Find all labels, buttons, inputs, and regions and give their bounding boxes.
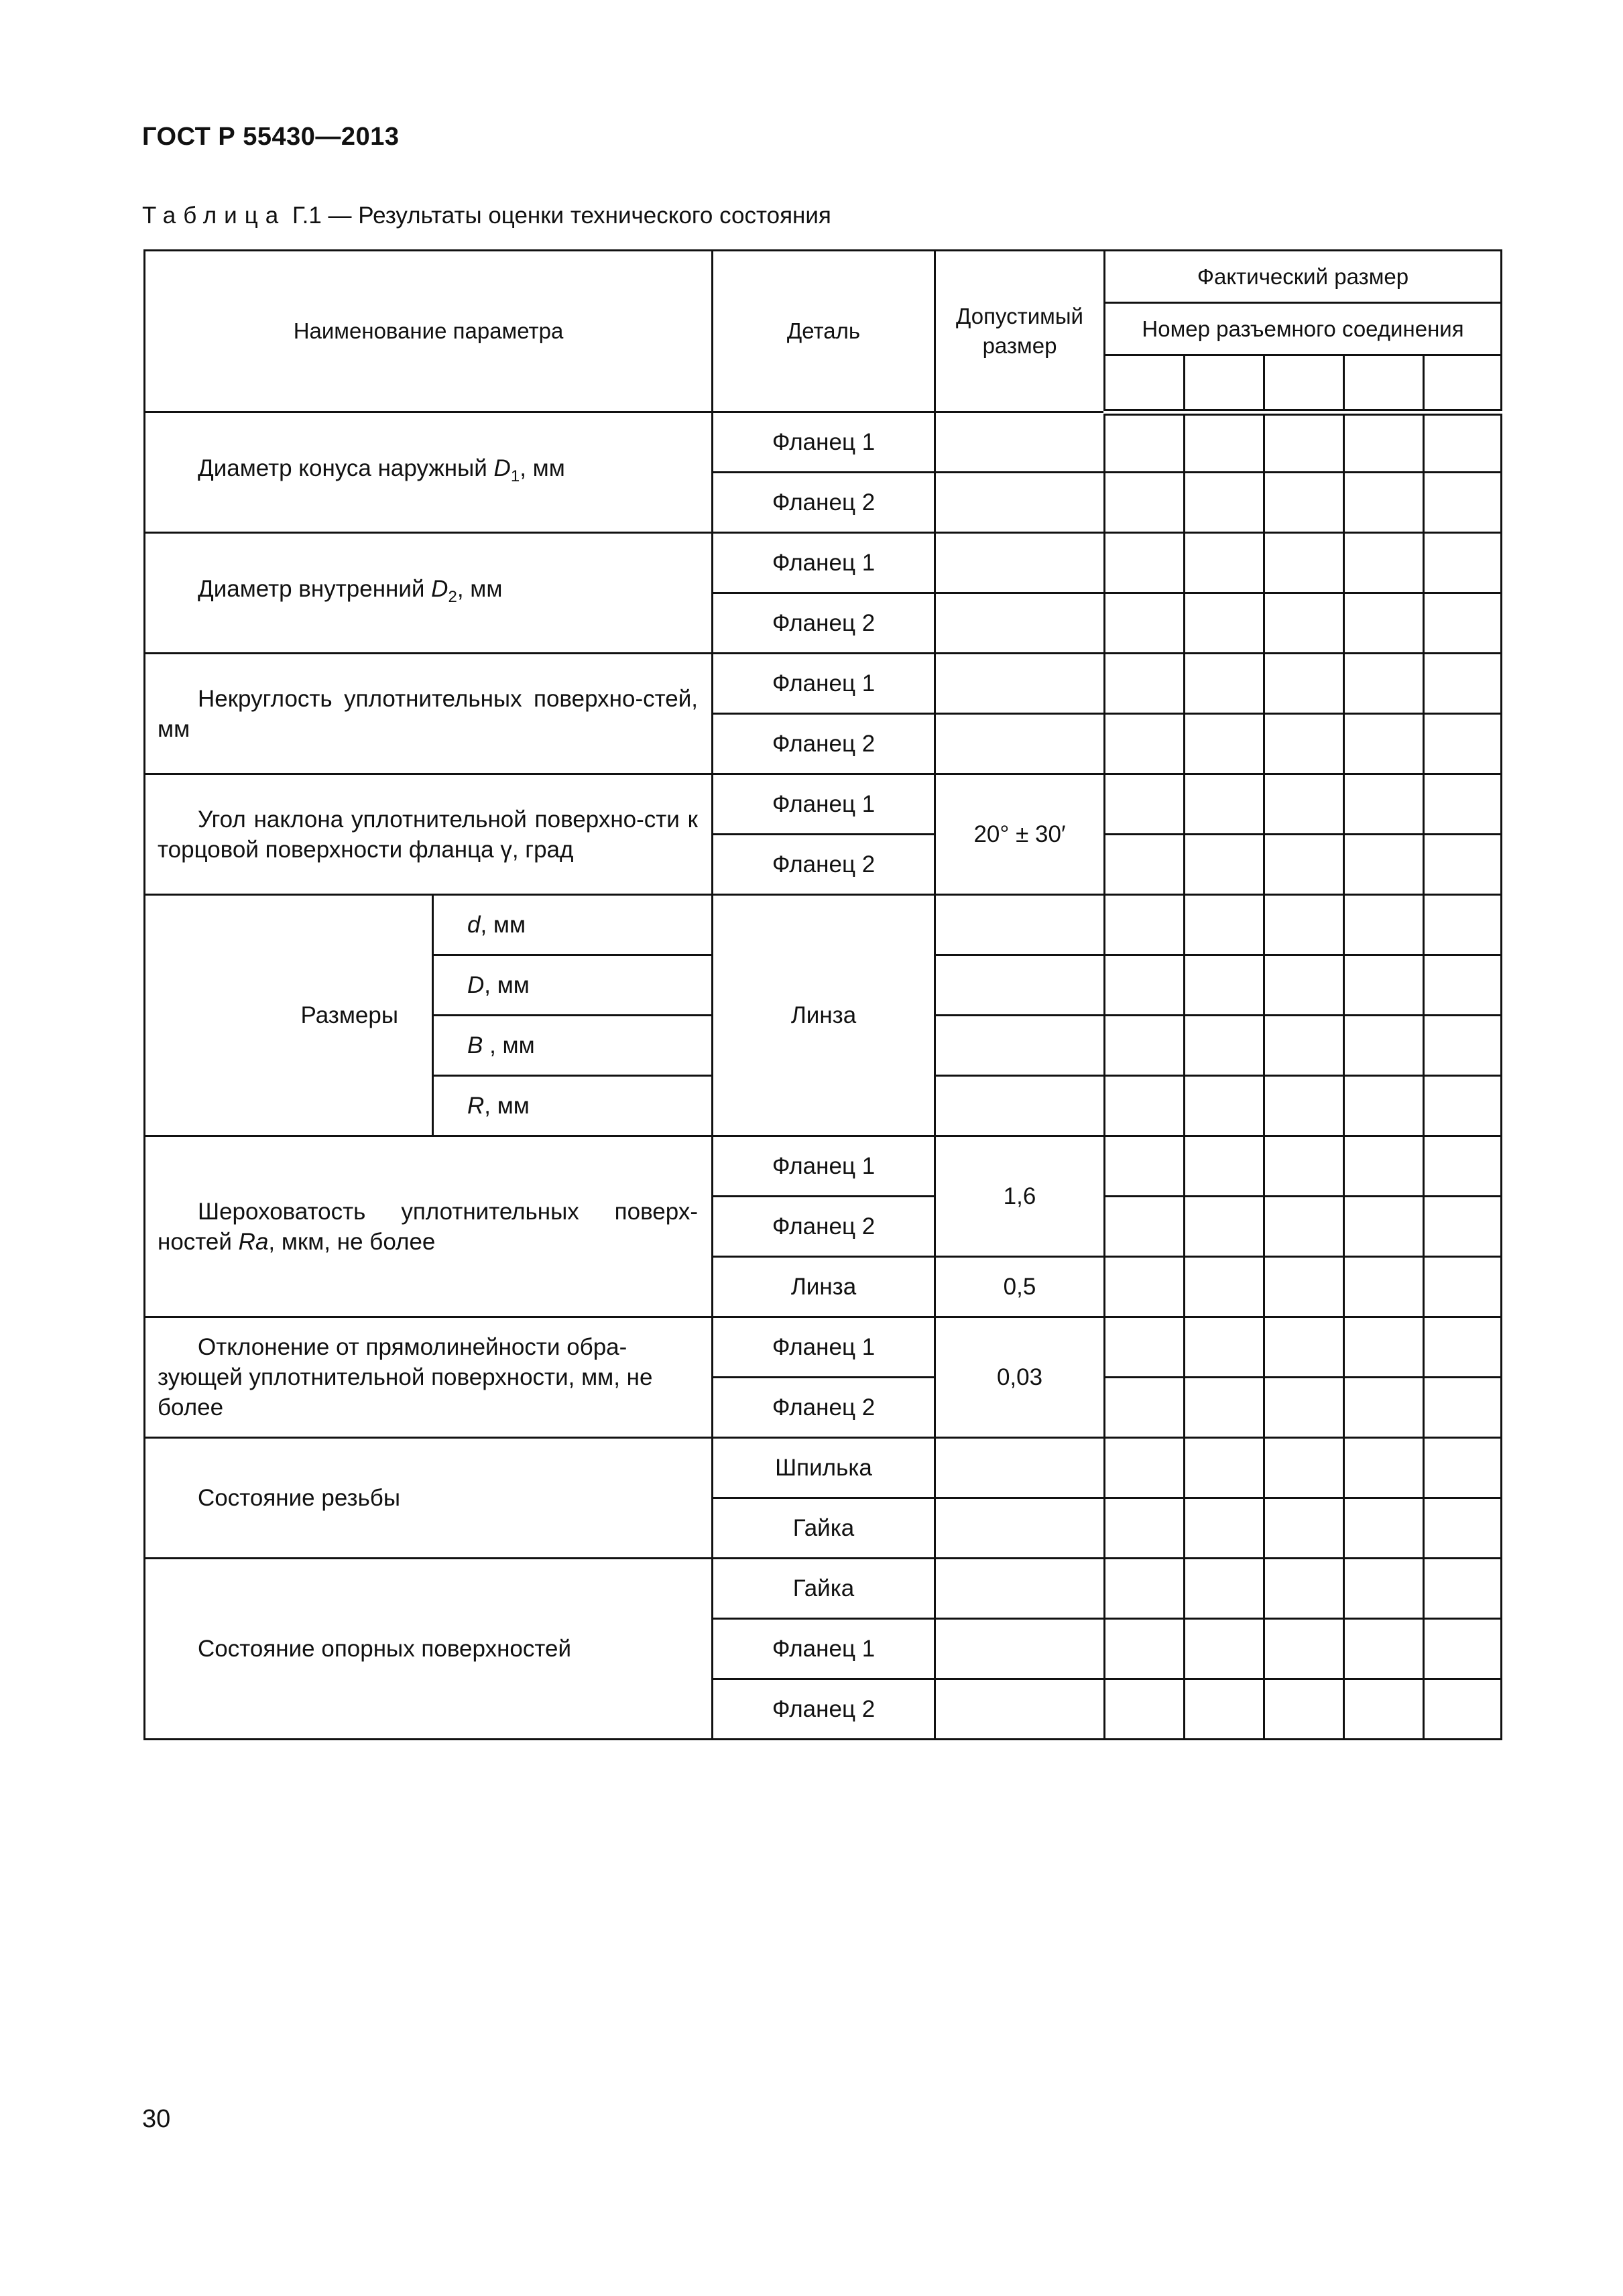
connection-cell xyxy=(1264,355,1344,412)
results-table xyxy=(143,249,1502,1740)
allowed-cell xyxy=(935,714,1105,774)
allowed-cell xyxy=(935,955,1105,1016)
table-caption-word: Таблица xyxy=(142,202,286,229)
allowed-cell xyxy=(935,593,1105,654)
table-caption xyxy=(142,202,831,229)
table-row xyxy=(145,895,1502,955)
detail-cell: Фланец 2 xyxy=(713,473,935,533)
detail-cell: Линза xyxy=(713,1257,935,1317)
detail-cell: Гайка xyxy=(713,1498,935,1559)
detail-cell: Фланец 2 xyxy=(713,1378,935,1438)
param-straightness: Отклонение от прямолинейности обра-зующей уплотнительной поверхности, мм, не более xyxy=(145,1317,713,1438)
param-roundness: Некруглость уплотнительных поверхно-стей, мм xyxy=(145,654,713,774)
table-row xyxy=(145,533,1502,593)
page-number: 30 xyxy=(142,2105,171,2133)
connection-cell xyxy=(1105,355,1185,412)
size-item: R, мм xyxy=(433,1076,713,1136)
allowed-cell xyxy=(935,1619,1105,1679)
detail-cell: Шпилька xyxy=(713,1438,935,1498)
param-sizes: Размеры xyxy=(145,895,433,1136)
allowed-cell xyxy=(935,533,1105,593)
detail-cell: Фланец 1 xyxy=(713,412,935,473)
table-row xyxy=(145,1136,1502,1197)
connection-cell xyxy=(1185,355,1264,412)
detail-cell: Фланец 1 xyxy=(713,1619,935,1679)
size-item: D, мм xyxy=(433,955,713,1016)
connection-cell xyxy=(1424,355,1502,412)
allowed-cell xyxy=(935,1498,1105,1559)
col-header-param: Наименование параметра xyxy=(145,251,713,412)
allowed-cell: 1,6 xyxy=(935,1136,1105,1257)
size-item: B , мм xyxy=(433,1016,713,1076)
detail-cell: Фланец 1 xyxy=(713,654,935,714)
detail-cell: Фланец 2 xyxy=(713,593,935,654)
table-caption-text: Г.1 — Результаты оценки технического состояния xyxy=(286,202,831,229)
param-inner-diameter: Диаметр внутренний $D_2$, мм xyxy=(145,533,713,654)
col-header-allowed: Допустимый размер xyxy=(935,251,1105,412)
param-angle: Угол наклона уплотнительной поверхно-сти к торцовой поверхности фланца γ, град xyxy=(145,774,713,895)
table-row xyxy=(145,654,1502,714)
table-row xyxy=(145,412,1502,473)
detail-cell: Фланец 1 xyxy=(713,533,935,593)
table-row xyxy=(145,1559,1502,1619)
table-row xyxy=(145,774,1502,835)
allowed-cell: 0,03 xyxy=(935,1317,1105,1438)
document-header: ГОСТ Р 55430—2013 xyxy=(142,123,400,151)
detail-cell: Гайка xyxy=(713,1559,935,1619)
table-row xyxy=(145,1317,1502,1378)
param-thread: Состояние резьбы xyxy=(145,1438,713,1559)
connection-cell xyxy=(1344,355,1424,412)
allowed-cell xyxy=(935,654,1105,714)
allowed-cell xyxy=(935,1438,1105,1498)
detail-cell: Фланец 2 xyxy=(713,1679,935,1740)
col-header-connection: Номер разъемного соединения xyxy=(1105,303,1502,355)
allowed-cell xyxy=(935,412,1105,473)
detail-cell: Фланец 1 xyxy=(713,1317,935,1378)
detail-cell: Фланец 1 xyxy=(713,774,935,835)
allowed-cell: 0,5 xyxy=(935,1257,1105,1317)
detail-cell: Фланец 1 xyxy=(713,1136,935,1197)
allowed-cell: 20° ± 30′ xyxy=(935,774,1105,895)
size-item: d, мм xyxy=(433,895,713,955)
col-header-actual: Фактический размер xyxy=(1105,251,1502,303)
table-row xyxy=(145,1438,1502,1498)
allowed-cell xyxy=(935,1559,1105,1619)
param-roughness: Шероховатость уплотнительных поверх-ностей Ra, мкм, не более xyxy=(145,1136,713,1317)
allowed-cell xyxy=(935,473,1105,533)
detail-cell: Фланец 2 xyxy=(713,1197,935,1257)
col-header-detail: Деталь xyxy=(713,251,935,412)
allowed-cell xyxy=(935,1076,1105,1136)
allowed-cell xyxy=(935,1016,1105,1076)
detail-cell: Линза xyxy=(713,895,935,1136)
allowed-cell xyxy=(935,1679,1105,1740)
param-outer-diameter: Диаметр конуса наружный $D_1$, мм xyxy=(145,412,713,533)
detail-cell: Фланец 2 xyxy=(713,835,935,895)
detail-cell: Фланец 2 xyxy=(713,714,935,774)
allowed-cell xyxy=(935,895,1105,955)
param-support: Состояние опорных поверхностей xyxy=(145,1559,713,1740)
